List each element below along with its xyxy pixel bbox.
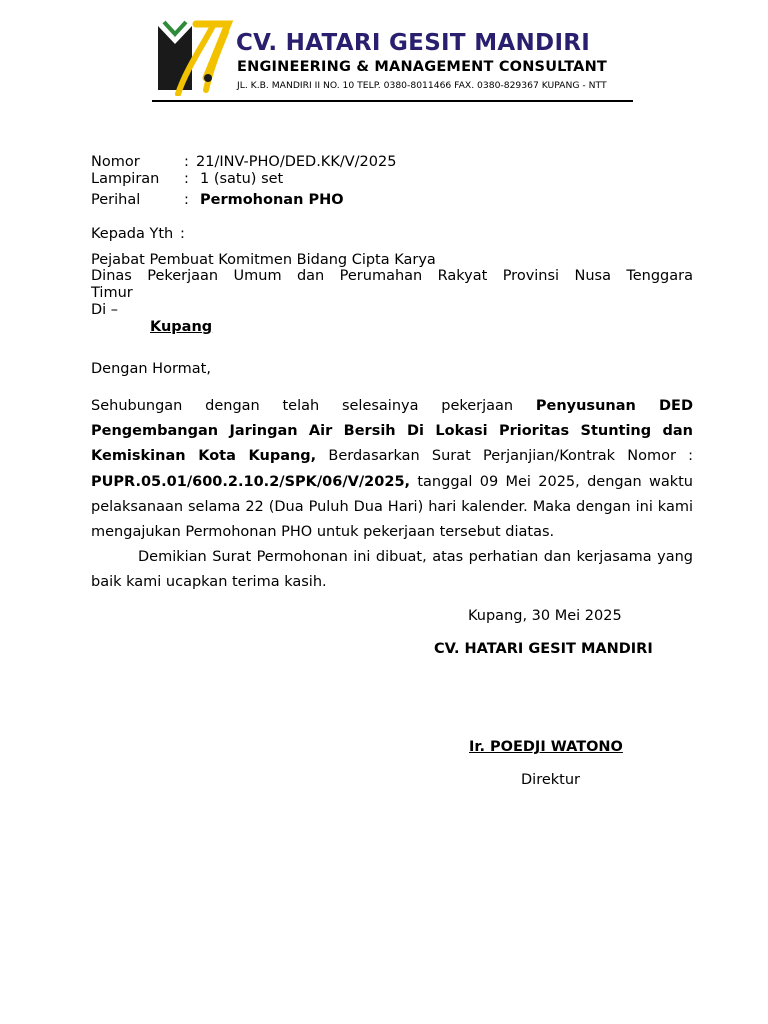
salutation: Dengan Hormat, bbox=[91, 361, 211, 377]
body-end: tanggal 09 Mei 2025, dengan waktu pelaksanaan selama 22 (Dua Puluh Dua Hari) hari kalender. Maka dengan ini kami mengajukan Permohonan PHO untuk pekerjaan tersebut diatas. bbox=[91, 473, 693, 541]
field-label-perihal: Perihal bbox=[91, 192, 141, 208]
recipient-line-3: Timur bbox=[91, 285, 133, 301]
field-label-nomor: Nomor bbox=[91, 154, 140, 170]
field-colon: : bbox=[184, 154, 189, 170]
signer-name: Ir. POEDJI WATONO bbox=[469, 739, 623, 755]
company-logo-icon bbox=[156, 20, 234, 96]
body-intro: Sehubungan dengan telah selesainya pekerjaan bbox=[91, 398, 536, 414]
signer-title: Direktur bbox=[521, 772, 580, 788]
field-value-perihal: Permohonan PHO bbox=[200, 192, 344, 208]
body-paragraph-2: Demikian Surat Permohonan ini dibuat, atas perhatian dan kerjasama yang baik kami ucapkan terima kasih. bbox=[91, 549, 693, 591]
recipient-city: Kupang bbox=[150, 319, 213, 335]
company-subtitle: ENGINEERING & MANAGEMENT CONSULTANT bbox=[237, 59, 608, 75]
company-address: JL. K.B. MANDIRI II NO. 10 TELP. 0380-8011466 FAX. 0380-829367 KUPANG - NTT bbox=[237, 80, 607, 91]
project-name: Penyusunan DED Pengembangan Jaringan Air Bersih Di Lokasi Prioritas Stunting dan Kemiskinan Kota Kupang, bbox=[91, 398, 693, 465]
letter-body bbox=[91, 394, 693, 596]
closing-company: CV. HATARI GESIT MANDIRI bbox=[434, 641, 653, 657]
greeting-label: Kepada Yth bbox=[91, 226, 174, 242]
recipient-line-2: Dinas Pekerjaan Umum dan Perumahan Rakyat Provinsi Nusa Tenggara bbox=[91, 268, 693, 284]
field-colon: : bbox=[184, 192, 189, 208]
company-name: CV. HATARI GESIT MANDIRI bbox=[236, 30, 591, 56]
body-mid: Berdasarkan Surat Perjanjian/Kontrak Nomor : bbox=[316, 448, 693, 465]
field-label-lampiran: Lampiran bbox=[91, 171, 160, 187]
greeting-colon: : bbox=[180, 226, 185, 242]
recipient-line-1: Pejabat Pembuat Komitmen Bidang Cipta Karya bbox=[91, 252, 436, 268]
letterhead-divider bbox=[152, 100, 633, 102]
field-value-nomor: 21/INV-PHO/DED.KK/V/2025 bbox=[196, 154, 397, 170]
body-paragraph-1 bbox=[91, 394, 693, 545]
place-date: Kupang, 30 Mei 2025 bbox=[468, 608, 622, 624]
contract-number: PUPR.05.01/600.2.10.2/SPK/06/V/2025, bbox=[91, 473, 411, 490]
field-value-lampiran: 1 (satu) set bbox=[200, 171, 284, 187]
recipient-line-4: Di – bbox=[91, 302, 119, 318]
field-colon: : bbox=[184, 171, 189, 187]
